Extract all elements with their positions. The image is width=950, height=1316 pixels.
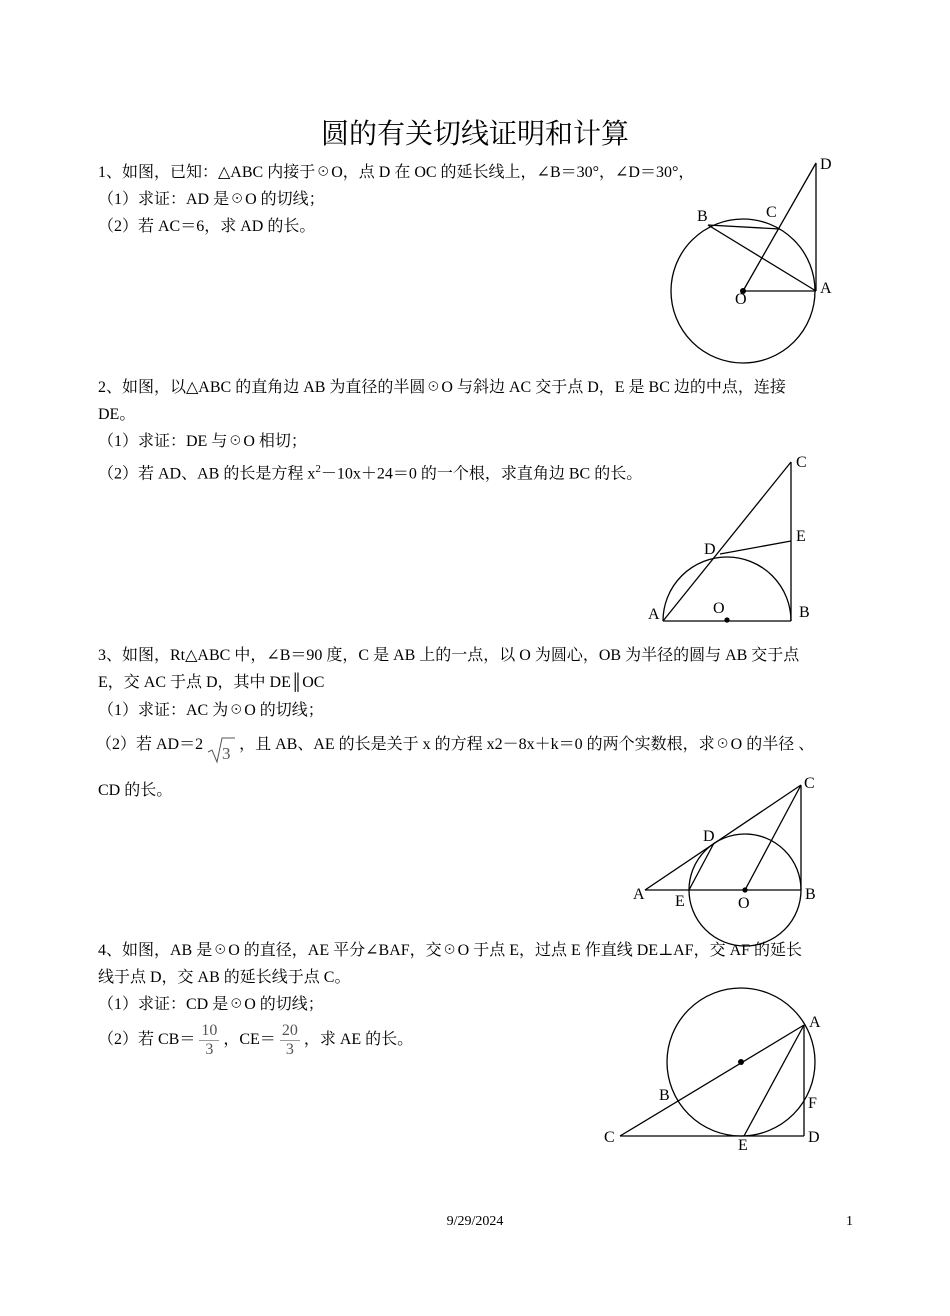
problem-2-statement: 2、如图，以△ABC 的直角边 AB 为直径的半圆☉O 与斜边 AC 交于点 D，E 是 BC 边的中点，连接: [98, 379, 786, 396]
problem-3-part-2-cont: CD 的长。: [98, 782, 173, 799]
radical-sign: [207, 736, 235, 764]
semicircle-o: [663, 557, 791, 621]
label-a: A: [809, 1014, 821, 1031]
label-o: O: [738, 895, 750, 912]
problem-3-part-1: （1）求证：AC 为☉O 的切线；: [98, 702, 324, 719]
problem-3-part-2: [96, 728, 814, 763]
problem-4-part-2-c: ，求 AE 的长。: [303, 1031, 414, 1049]
problem-2-part-2-b: －10x＋24＝0 的一个根，求直角边 BC 的长。: [320, 465, 643, 483]
label-a: A: [820, 280, 832, 297]
radicand: 3: [222, 744, 231, 763]
label-c: C: [804, 775, 815, 792]
center-dot: [742, 887, 747, 892]
page-number: 1: [846, 1214, 853, 1229]
label-c: C: [796, 454, 807, 471]
problem-2-statement-cont: DE。: [98, 406, 136, 423]
figure-2: [640, 445, 820, 630]
sqrt-symbol: [207, 736, 235, 771]
problem-4-part-2: [98, 1022, 413, 1059]
label-a: A: [633, 886, 645, 903]
fraction-cb-numerator: 10: [201, 1022, 218, 1039]
fraction-ce-numerator: 20: [281, 1022, 298, 1039]
problem-1-part-2: （2）若 AC＝6，求 AD 的长。: [98, 218, 316, 235]
problem-2-part-2: [98, 458, 642, 485]
label-d: D: [820, 156, 832, 173]
label-d: D: [703, 828, 715, 845]
problem-4-part-1: （1）求证：CD 是☉O 的切线；: [98, 996, 324, 1013]
problem-2-part-1: （1）求证：DE 与☉O 相切；: [98, 433, 307, 450]
center-dot: [738, 1059, 744, 1065]
fraction-ce: [280, 1022, 300, 1059]
label-c: C: [766, 204, 777, 221]
label-o: O: [713, 600, 725, 617]
label-b: B: [805, 886, 816, 903]
figure-3: [625, 770, 825, 915]
segment-oc: [745, 785, 801, 890]
center-dot: [724, 617, 729, 622]
segment-de: [720, 541, 791, 554]
fraction-ce-denominator: 3: [285, 1041, 294, 1058]
problem-1-part-1: （1）求证：AD 是☉O 的切线；: [98, 191, 325, 208]
problem-3-part-2-a: （2）若 AD＝2: [96, 736, 204, 754]
label-a: A: [648, 606, 660, 623]
figure-4: [600, 995, 830, 1155]
label-f: F: [808, 1095, 817, 1112]
label-d: D: [808, 1129, 820, 1146]
exponent: 2: [315, 463, 321, 475]
segment-ac: [663, 462, 791, 621]
problem-4-part-2-b: ，CE＝: [223, 1031, 276, 1049]
label-c: C: [604, 1129, 615, 1146]
label-e: E: [675, 893, 685, 910]
problem-3-part-2-b: ，且 AB、AE 的长是关于 x 的方程 x2－8x＋k＝0 的两个实数根，求☉O 的半径 、: [239, 736, 815, 754]
label-e: E: [738, 1137, 748, 1154]
problem-1-statement: 1、如图，已知：△ABC 内接于☉O，点 D 在 OC 的延长线上，∠B＝30°，∠D＝30°，: [98, 164, 695, 181]
segment-ae: [744, 1025, 804, 1136]
segment-bc: [708, 225, 780, 229]
problem-4-part-2-a: （2）若 CB＝: [98, 1031, 196, 1049]
label-b: B: [799, 604, 810, 621]
problem-4-statement: 4、如图，AB 是☉O 的直径，AE 平分∠BAF，交☉O 于点 E，过点 E 作直线 DE⊥AF，交 AF 的延长: [98, 942, 803, 959]
label-o: O: [735, 291, 747, 308]
label-b: B: [659, 1087, 670, 1104]
problem-3-statement-cont: E，交 AC 于点 D，其中 DE║OC: [98, 674, 325, 691]
segment-de: [689, 843, 714, 890]
problem-2-part-2-a: （2）若 AD、AB 的长是方程 x: [98, 465, 316, 483]
segment-ac: [645, 785, 801, 890]
figure-1: [660, 150, 840, 370]
footer-date: 9/29/2024: [446, 1214, 504, 1229]
fraction-cb: [199, 1022, 219, 1059]
segment-ba: [708, 225, 816, 291]
label-e: E: [796, 528, 806, 545]
page-title: 圆的有关切线证明和计算: [320, 117, 629, 150]
problem-4-statement-cont: 线于点 D，交 AB 的延长线于点 C。: [98, 969, 351, 986]
fraction-cb-denominator: 3: [205, 1041, 214, 1058]
label-b: B: [697, 208, 708, 225]
problem-3-statement: 3、如图，Rt△ABC 中，∠B＝90 度，C 是 AB 上的一点，以 O 为圆心，OB 为半径的圆与 AB 交于点: [98, 647, 800, 664]
segment-ca: [620, 1025, 804, 1136]
label-d: D: [704, 541, 716, 558]
